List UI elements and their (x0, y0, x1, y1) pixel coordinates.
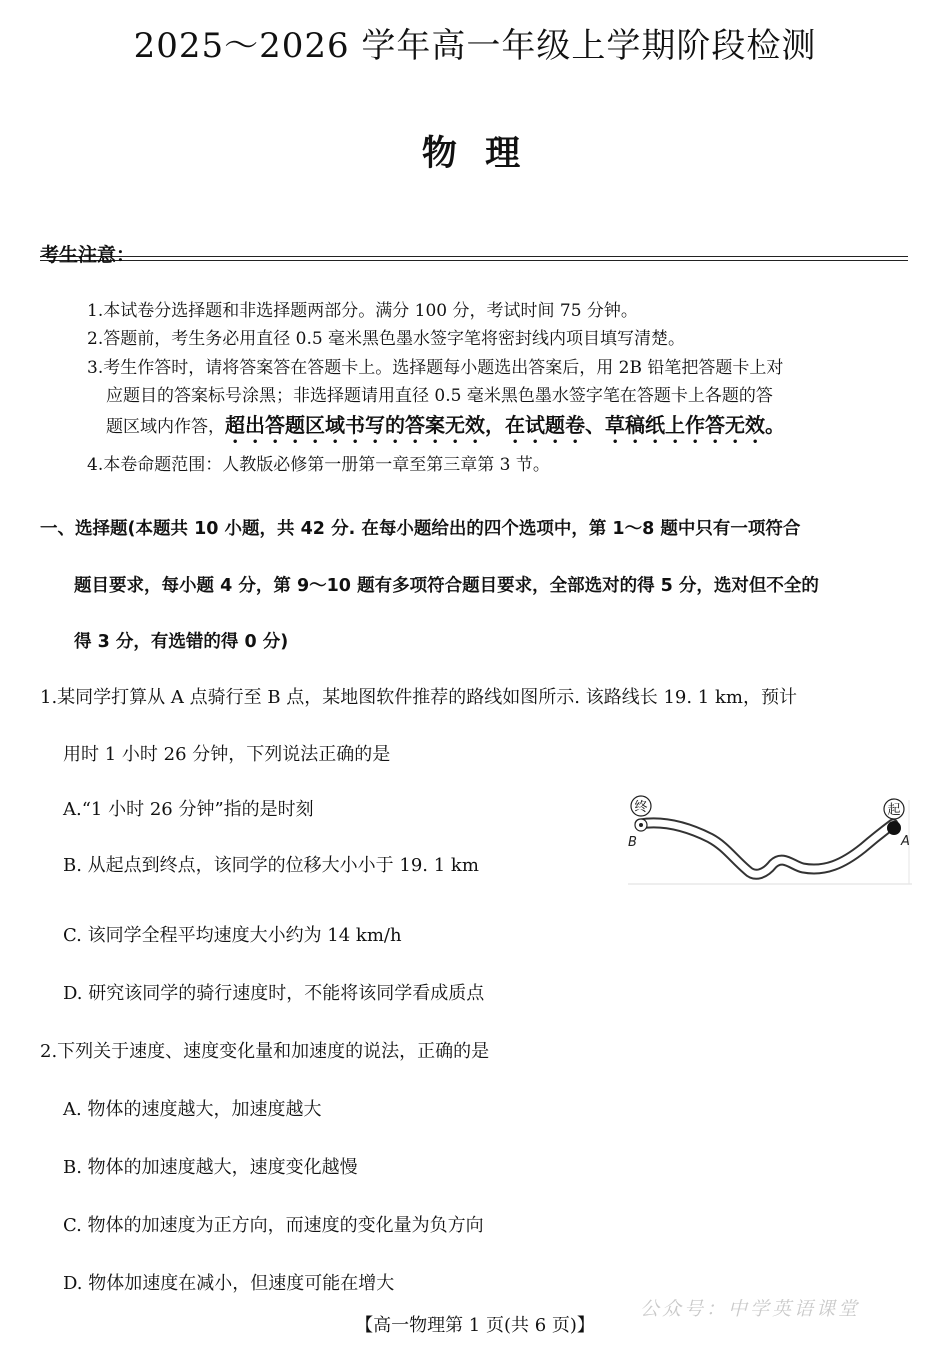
q1-stem-line-2: 用时 1 小时 26 分钟，下列说法正确的是 (63, 744, 391, 765)
notice-item-3-prefix: 题区域内作答， (106, 417, 225, 437)
notice-item-1: 1.本试卷分选择题和非选择题两部分。满分 100 分，考试时间 75 分钟。 (87, 301, 638, 321)
q1-option-a: A.“1 小时 26 分钟”指的是时刻 (63, 799, 314, 820)
q2-option-c: C. 物体的加速度为正方向，而速度的变化量为负方向 (63, 1215, 484, 1236)
point-b-label: B (628, 835, 637, 850)
q1-option-d: D. 研究该同学的骑行速度时，不能将该同学看成质点 (63, 983, 485, 1004)
end-marker-label: 终 (634, 800, 648, 815)
notice-item-3-line-1: 3.考生作答时，请将答案答在答题卡上。选择题每小题选出答案后，用 2B 铅笔把答题卡上对 (87, 358, 784, 378)
q2-option-a: A. 物体的速度越大，加速度越大 (63, 1099, 322, 1120)
section-1-line-2: 题目要求，每小题 4 分，第 9～10 题有多项符合题目要求，全部选对的得 5 分，选对但不全的 (74, 576, 819, 596)
point-a-dot (887, 821, 901, 835)
route-map-figure (625, 790, 915, 890)
q2-option-d: D. 物体加速度在减小，但速度可能在增大 (63, 1273, 395, 1294)
notice-item-4: 4.本卷命题范围：人教版必修第一册第一章至第三章第 3 节。 (87, 455, 550, 475)
notice-item-3-line-3 (106, 411, 785, 448)
notice-item-2: 2.答题前，考生务必用直径 0.5 毫米黑色墨水签字笔将密封线内项目填写清楚。 (87, 329, 686, 349)
page-footer: 【高一物理第 1 页(共 6 页)】 (355, 1315, 595, 1336)
header-rule-bottom (40, 260, 908, 261)
notice-item-3-emphasis: 超出答题区域书写的答案无效，在试题卷、草稿纸上作答无效。 (225, 413, 785, 437)
point-a-label: A (901, 834, 910, 849)
point-b-dot (639, 823, 643, 827)
q2-stem: 2.下列关于速度、速度变化量和加速度的说法，正确的是 (40, 1041, 490, 1062)
section-1-line-1: 一、选择题(本题共 10 小题，共 42 分. 在每小题给出的四个选项中，第 1～8 题中只有一项符合 (40, 519, 801, 539)
q1-option-c: C. 该同学全程平均速度大小约为 14 km/h (63, 925, 402, 946)
header-rule-top (40, 256, 908, 257)
watermark: 公众号：中学英语课堂 (640, 1298, 861, 1320)
exam-title: 2025～2026 学年高一年级上学期阶段检测 (133, 26, 817, 66)
section-1-line-3: 得 3 分，有选错的得 0 分) (74, 632, 289, 652)
q1-stem-line-1: 1.某同学打算从 A 点骑行至 B 点，某地图软件推荐的路线如图所示. 该路线长 19. 1 km，预计 (40, 687, 797, 708)
subject-title: 物 理 (421, 134, 529, 174)
notice-heading: 考生注意： (40, 244, 136, 266)
start-marker-label: 起 (887, 803, 901, 818)
notice-item-3-line-2: 应题目的答案标号涂黑；非选择题请用直径 0.5 毫米黑色墨水签字笔在答题卡上各题的答 (106, 386, 773, 406)
q2-option-b: B. 物体的加速度越大，速度变化越慢 (63, 1157, 358, 1178)
q1-option-b: B. 从起点到终点，该同学的位移大小小于 19. 1 km (63, 855, 479, 876)
